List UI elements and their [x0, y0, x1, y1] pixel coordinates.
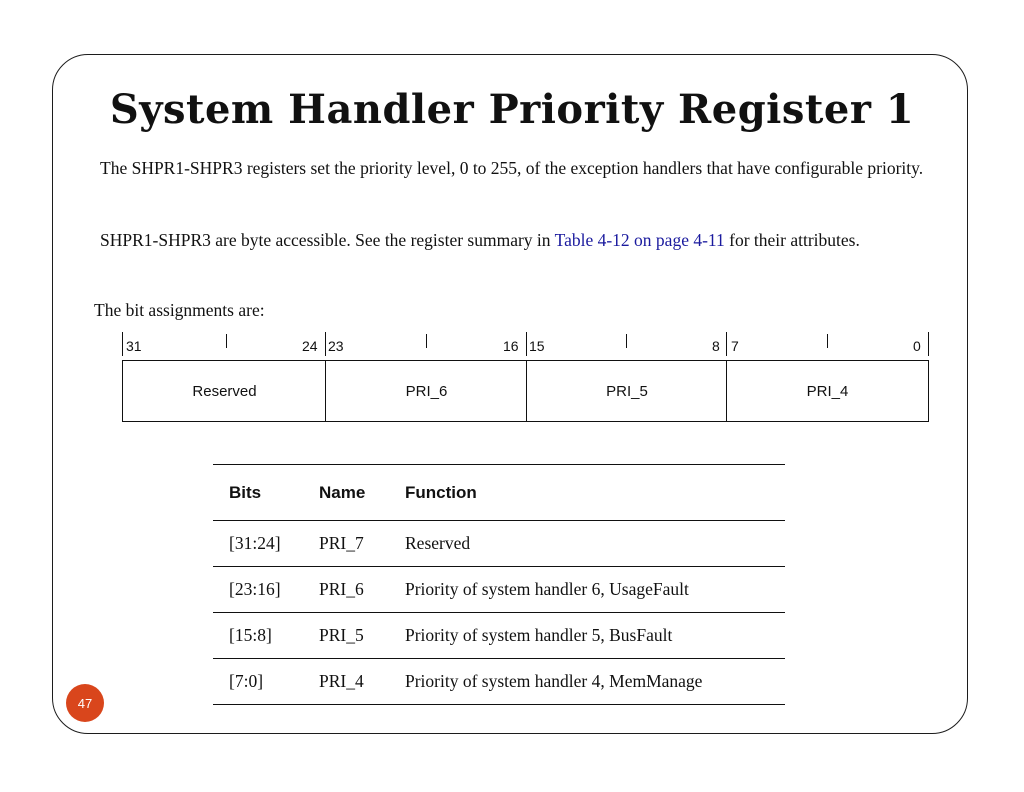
table-row [213, 659, 785, 705]
table-row [213, 567, 785, 613]
cell-function: Priority of system handler 4, MemManage [389, 659, 785, 705]
cell-function: Reserved [389, 521, 785, 567]
bit-tick [928, 332, 929, 356]
header-function: Function [389, 465, 785, 521]
bit-tick [526, 332, 527, 356]
register-summary-link[interactable]: Table 4-12 on page 4-11 [554, 230, 725, 250]
access-text-start: SHPR1-SHPR3 are byte accessible. See the register summary in [100, 230, 555, 250]
cell-name: PRI_6 [303, 567, 389, 613]
access-paragraph [100, 228, 940, 252]
table-header-row [213, 465, 785, 521]
cell-bits: [15:8] [213, 613, 303, 659]
table-row [213, 521, 785, 567]
intro-paragraph: The SHPR1-SHPR3 registers set the priority level, 0 to 255, of the exception handlers that have configurable priority. [100, 158, 924, 178]
field-reserved: Reserved [122, 360, 326, 422]
bit-tick [726, 332, 727, 356]
bit-number-8: 8 [712, 338, 720, 354]
bit-number-7: 7 [731, 338, 739, 354]
header-name: Name [303, 465, 389, 521]
bit-assignments-caption: The bit assignments are: [94, 300, 265, 320]
bit-tick [226, 334, 227, 348]
cell-function: Priority of system handler 6, UsageFault [389, 567, 785, 613]
bit-tick [626, 334, 627, 348]
cell-bits: [31:24] [213, 521, 303, 567]
register-field-table [213, 464, 785, 705]
bit-number-24: 24 [302, 338, 318, 354]
field-pri-6: PRI_6 [325, 360, 527, 422]
bit-number-23: 23 [328, 338, 344, 354]
page-number-badge: 47 [66, 684, 104, 722]
cell-function: Priority of system handler 5, BusFault [389, 613, 785, 659]
bit-number-15: 15 [529, 338, 545, 354]
cell-bits: [7:0] [213, 659, 303, 705]
cell-name: PRI_7 [303, 521, 389, 567]
bit-number-0: 0 [913, 338, 921, 354]
field-pri-4: PRI_4 [726, 360, 929, 422]
bit-tick [122, 332, 123, 356]
bit-tick [325, 332, 326, 356]
header-bits: Bits [213, 465, 303, 521]
bit-number-31: 31 [126, 338, 142, 354]
bit-tick [426, 334, 427, 348]
cell-name: PRI_4 [303, 659, 389, 705]
bit-tick [827, 334, 828, 348]
access-text-end: for their attributes. [724, 230, 860, 250]
field-pri-5: PRI_5 [526, 360, 727, 422]
cell-bits: [23:16] [213, 567, 303, 613]
table-row [213, 613, 785, 659]
cell-name: PRI_5 [303, 613, 389, 659]
slide-title: System Handler Priority Register 1 [109, 86, 915, 133]
bit-number-16: 16 [503, 338, 519, 354]
bit-assignment-diagram [122, 330, 929, 424]
